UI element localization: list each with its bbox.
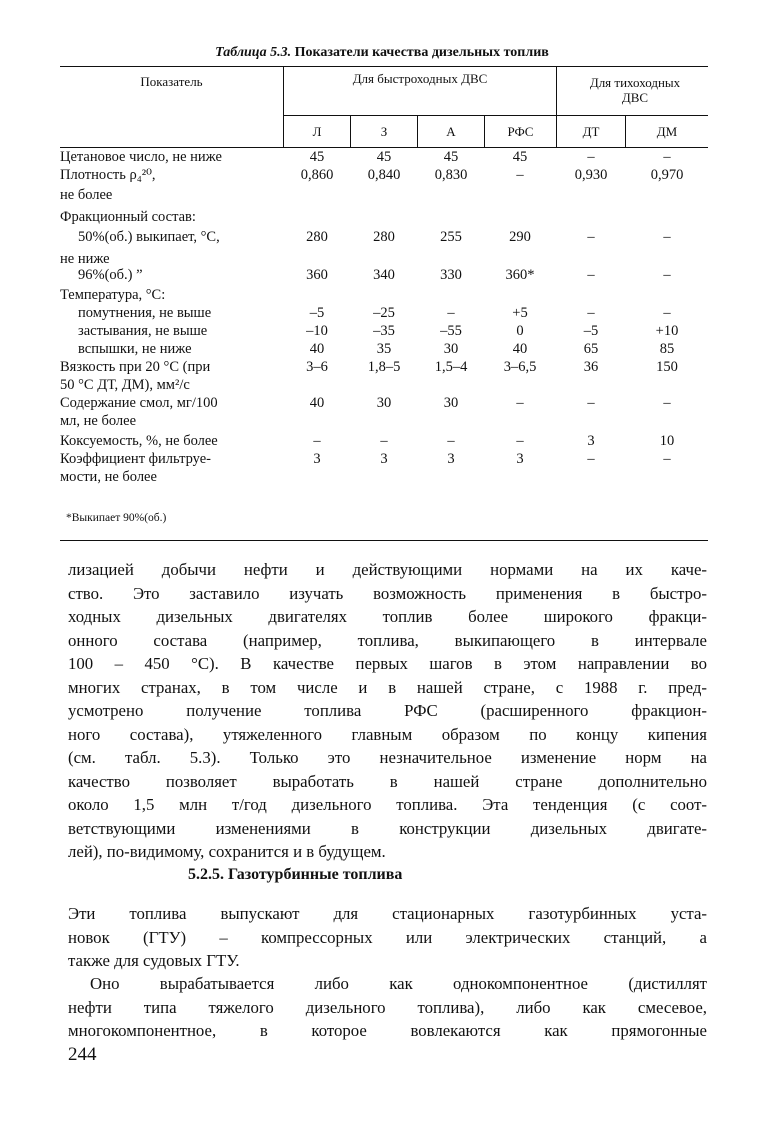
table-row: [60, 208, 708, 228]
row-value-дм: –: [663, 305, 671, 321]
row-value-дт: 36: [583, 359, 599, 375]
text-line: новок (ГТУ) – компрессорных или электрических станций, а: [68, 927, 707, 947]
row-value-дм: –: [663, 229, 671, 245]
row-value-а: 1,5–4: [434, 359, 468, 375]
row-param-label: Вязкость при 20 °С (при: [60, 359, 211, 375]
row-value-л: 45: [309, 149, 325, 165]
table-caption-title: Показатели качества дизельных топлив: [294, 45, 549, 60]
row-value-л: –10: [306, 323, 328, 339]
row-value-дт: –: [587, 305, 595, 321]
text-line: качество позволяет выработать в нашей стране дополнительно: [68, 771, 707, 791]
table-row: [60, 304, 708, 322]
text-line: лей), по-видимому, сохранится и в будущем.: [68, 842, 386, 861]
row-param-label: 96%(об.) ”: [78, 267, 143, 283]
table-row: [60, 394, 708, 412]
row-param-label: Содержание смол, мг/100: [60, 395, 218, 411]
row-value-дт: 0,930: [574, 167, 608, 183]
row-value-рфс: –: [516, 433, 524, 449]
table-bottom-rule: [60, 540, 708, 541]
row-value-з: –: [380, 433, 388, 449]
text-line: лизацией добычи нефти и действующими нормами на их каче-: [68, 560, 707, 579]
row-value-л: 40: [309, 341, 325, 357]
row-value-л: 280: [306, 229, 328, 245]
text-line: ство. Это заставило изучать возможность применения в быстро-: [68, 583, 707, 603]
text-line: многокомпонентное, в которое вовлекаются как прямогонные: [68, 1021, 707, 1040]
row-value-рфс: 3: [516, 451, 524, 467]
table-row: [60, 468, 708, 486]
header-col-rfs: РФС: [507, 124, 534, 139]
row-value-рфс: –: [516, 167, 524, 183]
row-param-label: мл, не более: [60, 413, 137, 429]
row-param-label: не более: [60, 187, 113, 203]
header-col-z: З: [380, 124, 388, 139]
row-param-label: Коэффициент фильтруе-: [60, 451, 212, 467]
row-value-дм: 85: [659, 341, 675, 357]
row-param-label: застывания, не выше: [78, 323, 208, 339]
row-value-дм: –: [663, 267, 671, 283]
row-param-label: 50 °С ДТ, ДМ), мм²/с: [60, 377, 190, 393]
header-col-a: А: [446, 124, 456, 139]
table-row: [60, 166, 708, 186]
row-value-дм: 0,970: [650, 167, 684, 183]
row-value-а: 255: [440, 229, 462, 245]
text-line: Оно вырабатывается либо как однокомпонентное (дистиллят: [90, 974, 707, 993]
row-value-рфс: –: [516, 395, 524, 411]
row-value-дм: –: [663, 395, 671, 411]
row-value-дт: –: [587, 229, 595, 245]
row-value-дм: –: [663, 149, 671, 165]
header-col-l: Л: [312, 124, 322, 139]
table-row: [60, 322, 708, 340]
text-line: ветствующими изменениями в конструкции дизельных двигате-: [68, 818, 707, 838]
row-param-label: Температура, °С:: [60, 287, 166, 303]
text-line: также для судовых ГТУ.: [68, 951, 240, 970]
row-value-рфс: 45: [512, 149, 528, 165]
table-row: [60, 358, 708, 376]
table-body: [60, 148, 708, 486]
table-caption: [0, 45, 764, 61]
text-line: 100 – 450 °С). В качестве первых шагов в этом направлении во: [68, 654, 707, 673]
text-line: (см. табл. 5.3). Только это незначительное изменение норм на: [68, 748, 707, 767]
row-value-а: 330: [440, 267, 462, 283]
header-group-slow: Для тихоходных ДВС: [589, 75, 681, 105]
table-row: [60, 186, 708, 208]
row-value-дм: 150: [656, 359, 678, 375]
row-value-а: 30: [443, 395, 459, 411]
row-value-рфс: 0: [516, 323, 524, 339]
row-value-з: –35: [373, 323, 395, 339]
row-value-рфс: 290: [509, 229, 531, 245]
row-value-з: 0,840: [367, 167, 401, 183]
row-value-а: 3: [447, 451, 455, 467]
row-value-з: 35: [376, 341, 392, 357]
row-param-label: вспышки, не ниже: [78, 341, 192, 357]
row-value-дт: –: [587, 451, 595, 467]
table-row: [60, 412, 708, 432]
row-value-л: 3: [313, 451, 321, 467]
table-caption-label: Таблица 5.3.: [215, 45, 292, 60]
row-value-а: 30: [443, 341, 459, 357]
table-row: [60, 228, 708, 250]
row-param-label: Фракционный состав:: [60, 209, 196, 225]
table-row: [60, 266, 708, 286]
row-value-з: 280: [373, 229, 395, 245]
row-value-дм: –: [663, 451, 671, 467]
row-param-label: не ниже: [60, 251, 110, 267]
row-value-рфс: 3–6,5: [503, 359, 537, 375]
row-param-label: Цетановое число, не ниже: [60, 149, 222, 165]
row-value-дт: –: [587, 395, 595, 411]
table-row: [60, 250, 708, 266]
section-title: 5.2.5. Газотурбинные топлива: [188, 866, 403, 883]
row-value-рфс: +5: [512, 305, 528, 321]
table-row: [60, 450, 708, 468]
row-value-з: 3: [380, 451, 388, 467]
row-value-з: –25: [373, 305, 395, 321]
paragraph-3: [68, 972, 707, 1043]
table-row: [60, 340, 708, 358]
text-line: нефти типа тяжелого дизельного топлива), либо как смесевое,: [68, 997, 707, 1017]
row-value-дт: 3: [587, 433, 595, 449]
table-footnote: *Выкипает 90%(об.): [66, 512, 167, 524]
row-value-з: 30: [376, 395, 392, 411]
table-header: [60, 66, 708, 148]
table-row: [60, 148, 708, 166]
row-param-label: мости, не более: [60, 469, 157, 485]
row-value-дм: +10: [655, 323, 679, 339]
row-param-label: 50%(об.) выкипает, °С,: [78, 229, 220, 245]
row-value-л: 360: [306, 267, 328, 283]
table-row: [60, 376, 708, 394]
row-param-label: Коксуемость, %, не более: [60, 433, 218, 449]
row-value-дт: 65: [583, 341, 599, 357]
row-value-а: 0,830: [434, 167, 468, 183]
row-value-л: –5: [309, 305, 325, 321]
table-row: [60, 432, 708, 450]
text-line: Эти топлива выпускают для стационарных газотурбинных уста-: [68, 904, 707, 923]
row-value-дт: –: [587, 267, 595, 283]
text-line: усмотрено получение топлива РФС (расширенного фракцион-: [68, 701, 707, 720]
row-value-л: 3–6: [306, 359, 328, 375]
row-value-а: –: [447, 433, 455, 449]
paragraph-1: [68, 558, 707, 864]
row-value-дм: 10: [659, 433, 675, 449]
row-value-рфс: 40: [512, 341, 528, 357]
row-value-рфс: 360*: [505, 267, 535, 283]
row-param-label: помутнения, не выше: [78, 305, 212, 321]
page-number: 244: [68, 1044, 97, 1065]
row-value-дт: –5: [583, 323, 599, 339]
text-line: онного состава (например, топлива, выкипающего в интервале: [68, 630, 707, 650]
row-param-label: Плотность ρ₄²⁰,: [60, 167, 156, 183]
paragraph-2: [68, 902, 707, 973]
header-col-dm: ДМ: [656, 124, 678, 139]
row-value-з: 340: [373, 267, 395, 283]
row-value-л: –: [313, 433, 321, 449]
header-param: Показатель: [140, 73, 203, 89]
row-value-а: –55: [440, 323, 462, 339]
row-value-з: 1,8–5: [367, 359, 401, 375]
header-col-dt: ДТ: [582, 124, 600, 139]
text-line: ходных дизельных двигателях топлив более широкого фракци-: [68, 607, 707, 626]
text-line: ного состава), утяжеленного главным образом по концу кипения: [68, 724, 707, 744]
table-row: [60, 286, 708, 304]
row-value-а: –: [447, 305, 455, 321]
row-value-а: 45: [443, 149, 459, 165]
text-line: около 1,5 млн т/год дизельного топлива. Эта тенденция (с соот-: [68, 795, 707, 814]
header-group-fast: Для быстроходных ДВС: [352, 71, 488, 86]
row-value-з: 45: [376, 149, 392, 165]
row-value-л: 40: [309, 395, 325, 411]
text-line: многих странах, в том числе и в нашей стране, с 1988 г. пред-: [68, 677, 707, 697]
row-value-дт: –: [587, 149, 595, 165]
row-value-л: 0,860: [300, 167, 334, 183]
